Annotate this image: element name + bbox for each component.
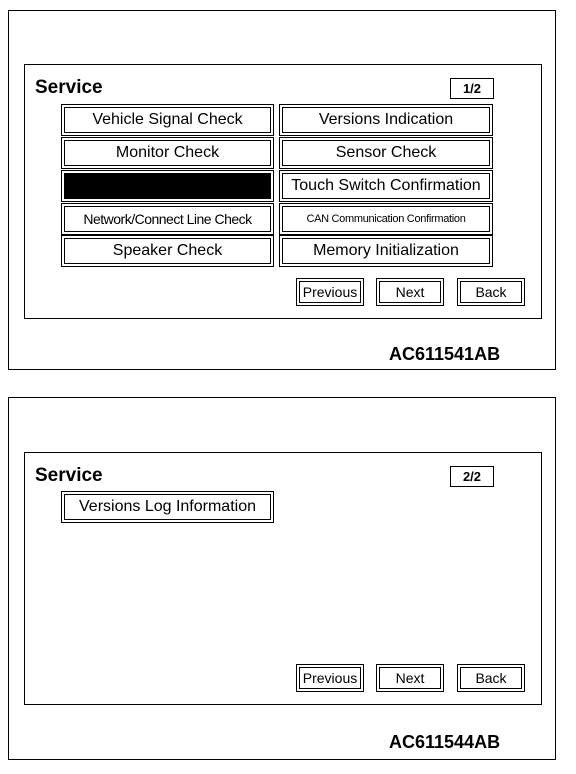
memory-initialization-button[interactable]: Memory Initialization bbox=[279, 235, 493, 267]
versions-indication-button[interactable]: Versions Indication bbox=[279, 104, 493, 136]
monitor-check-button[interactable]: Monitor Check bbox=[61, 137, 274, 169]
touch-switch-confirmation-button[interactable]: Touch Switch Confirmation bbox=[279, 170, 493, 202]
service-screen-page-2 bbox=[24, 452, 542, 705]
page-indicator: 2/2 bbox=[450, 466, 494, 487]
page-title: Service bbox=[35, 77, 103, 98]
network-connect-line-check-button[interactable]: Network/Connect Line Check bbox=[61, 203, 274, 235]
page-indicator: 1/2 bbox=[450, 78, 494, 99]
next-button[interactable]: Next bbox=[376, 664, 444, 692]
service-screen-page-1 bbox=[24, 64, 542, 319]
figure-panel-2 bbox=[8, 397, 556, 760]
blank-button[interactable] bbox=[61, 170, 274, 202]
figure-panel-1 bbox=[8, 10, 556, 370]
previous-button[interactable]: Previous bbox=[296, 664, 364, 692]
can-communication-confirmation-button[interactable]: CAN Communication Confirmation bbox=[279, 203, 493, 235]
page-title: Service bbox=[35, 465, 103, 486]
sensor-check-button[interactable]: Sensor Check bbox=[279, 137, 493, 169]
figure-code: AC611544AB bbox=[389, 732, 501, 752]
figure-code: AC611541AB bbox=[389, 344, 501, 364]
previous-button[interactable]: Previous bbox=[296, 278, 364, 306]
speaker-check-button[interactable]: Speaker Check bbox=[61, 235, 274, 267]
back-button[interactable]: Back bbox=[457, 278, 525, 306]
next-button[interactable]: Next bbox=[376, 278, 444, 306]
vehicle-signal-check-button[interactable]: Vehicle Signal Check bbox=[61, 104, 274, 136]
back-button[interactable]: Back bbox=[457, 664, 525, 692]
versions-log-information-button[interactable]: Versions Log Information bbox=[61, 491, 274, 523]
